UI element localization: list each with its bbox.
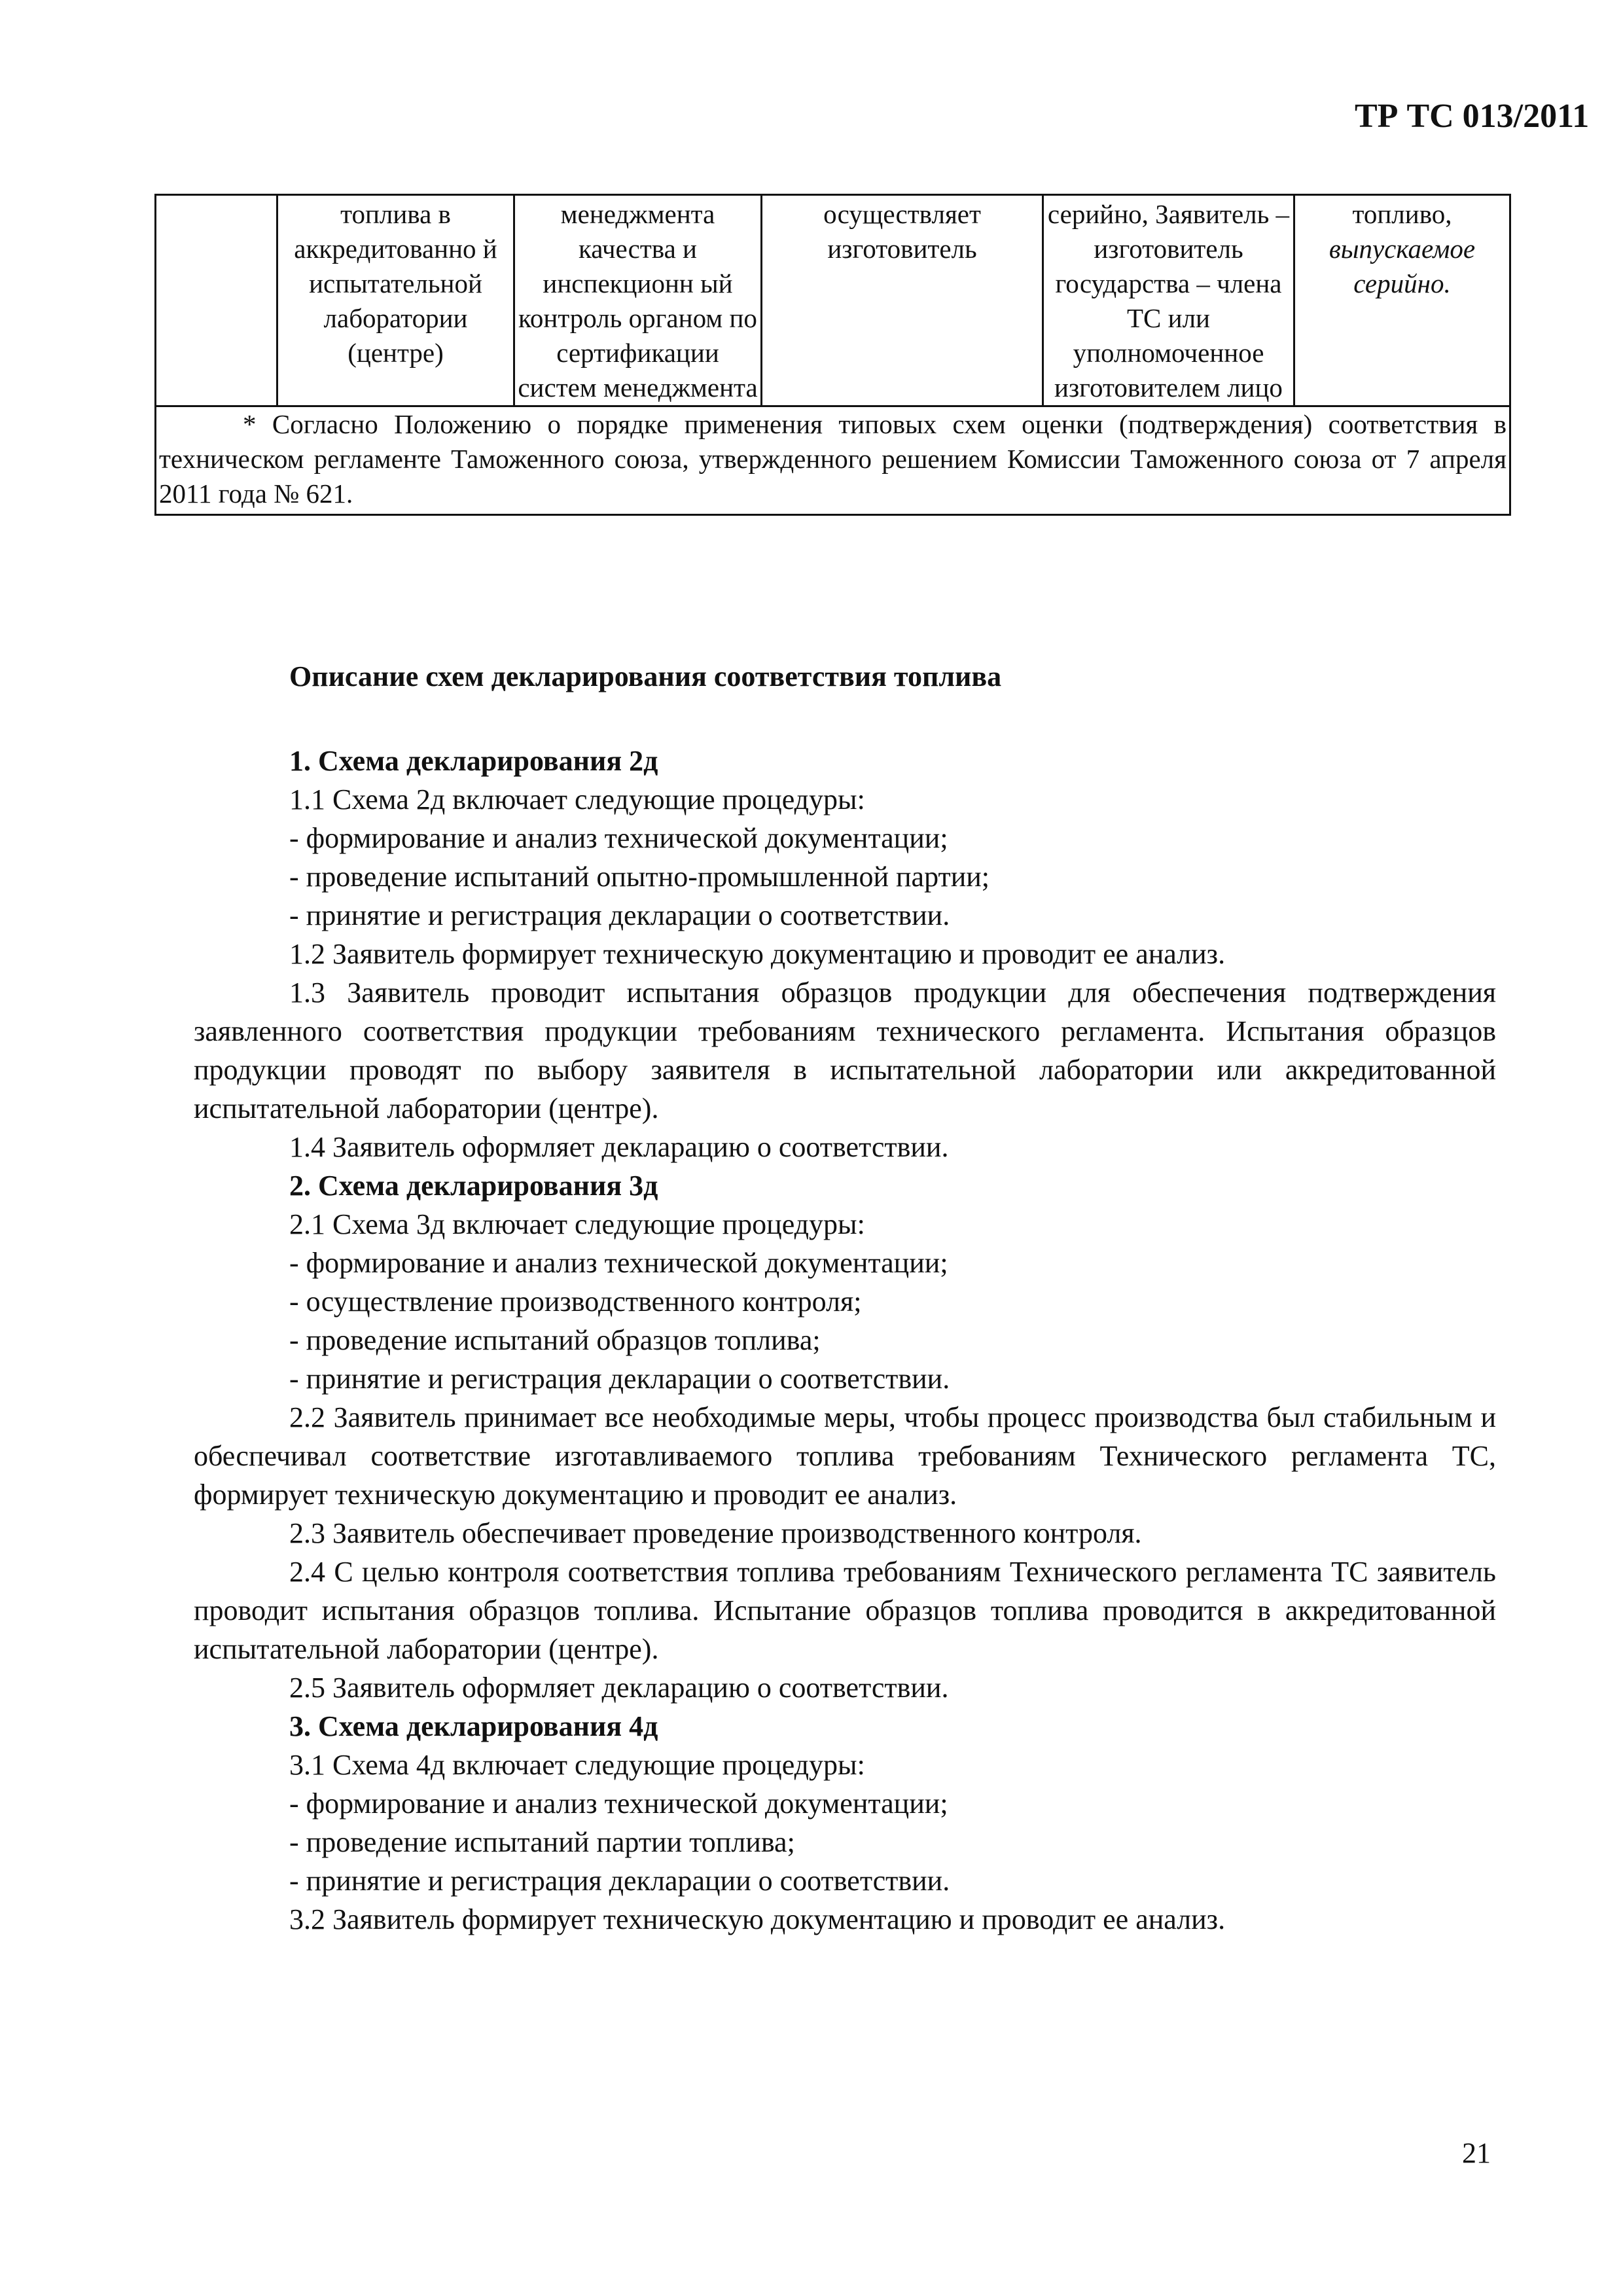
table-cell-object <box>1294 195 1510 406</box>
paragraph: 3.2 Заявитель формирует техническую документацию и проводит ее анализ. <box>289 1903 1226 1935</box>
table-footnote: * Согласно Положению о порядке применения типовых схем оценки (подтверждения) соответствия в техническом регламенте Таможенного союза, утвержденного решением Комиссии Таможенного союза от 7 апреля 2011 года № 621. <box>156 406 1510 515</box>
list-item: - осуществление производственного контроля; <box>289 1285 862 1318</box>
paragraph: 1.1 Схема 2д включает следующие процедуры: <box>289 783 865 816</box>
page-number: 21 <box>1462 2137 1491 2169</box>
table-cell-who: осуществляет изготовитель <box>762 195 1043 406</box>
table-cell-testing: топлива в аккредитованно й испытательной лаборатории (центре) <box>277 195 514 406</box>
scheme-heading: 1. Схема декларирования 2д <box>289 745 658 777</box>
paragraph: 2.3 Заявитель обеспечивает проведение производственного контроля. <box>289 1517 1142 1549</box>
paragraph: 2.2 Заявитель принимает все необходимые меры, чтобы процесс производства был стабильным и обеспечивал соответствие изготавливаемого топлива требованиям Технического регламента ТС, формирует техническую документацию и проводит ее анализ. <box>194 1401 1496 1511</box>
paragraph: 1.4 Заявитель оформляет декларацию о соответствии. <box>289 1131 949 1163</box>
paragraph: 1.2 Заявитель формирует техническую документацию и проводит ее анализ. <box>289 938 1226 970</box>
paragraph: 1.3 Заявитель проводит испытания образцов продукции для обеспечения подтверждения заявленного соответствия продукции требованиям технического регламента. Испытания образцов продукции проводят по выбору заявителя в испытательной лаборатории или аккредитованной испытательной лаборатории (центре). <box>194 977 1496 1124</box>
paragraph: 2.5 Заявитель оформляет декларацию о соответствии. <box>289 1672 949 1704</box>
list-item: - принятие и регистрация декларации о соответствии. <box>289 1865 950 1897</box>
scheme-heading: 3. Схема декларирования 4д <box>289 1710 658 1742</box>
section-title: Описание схем декларирования соответствия топлива <box>289 660 1002 692</box>
table-cell-scheme <box>156 195 277 406</box>
scheme-heading: 2. Схема декларирования 3д <box>289 1170 658 1202</box>
list-item: - проведение испытаний партии топлива; <box>289 1826 795 1858</box>
table-cell-control: менеджмента качества и инспекционн ый контроль органом по сертификации систем менеджмента <box>514 195 762 406</box>
paragraph: 3.1 Схема 4д включает следующие процедуры: <box>289 1749 865 1781</box>
paragraph: 2.4 С целью контроля соответствия топлива требованиям Технического регламента ТС заявитель проводит испытания образцов топлива. Испытание образцов топлива проводится в аккредитованной испытательной лаборатории (центре). <box>194 1556 1496 1665</box>
list-item: - формирование и анализ технической документации; <box>289 1247 948 1279</box>
object-italic-text: выпускаемое серийно. <box>1329 234 1476 298</box>
object-text: топливо, <box>1352 199 1452 229</box>
list-item: - принятие и регистрация декларации о соответствии. <box>289 899 950 931</box>
document-code-header: ТР ТС 013/2011 <box>1355 98 1590 135</box>
list-item: - формирование и анализ технической документации; <box>289 1787 948 1820</box>
list-item: - формирование и анализ технической документации; <box>289 822 948 854</box>
list-item: - проведение испытаний опытно-промышленной партии; <box>289 861 990 893</box>
table-cell-applicant: серийно, Заявитель – изготовитель государства – члена ТС или уполномоченное изготовителем лицо <box>1043 195 1294 406</box>
table-row <box>156 195 1510 406</box>
paragraph: 2.1 Схема 3д включает следующие процедуры: <box>289 1208 865 1240</box>
list-item: - проведение испытаний образцов топлива; <box>289 1324 821 1356</box>
document-body <box>194 657 1496 1939</box>
continuation-table <box>154 194 1511 516</box>
table-footnote-row <box>156 406 1510 515</box>
list-item: - принятие и регистрация декларации о соответствии. <box>289 1363 950 1395</box>
